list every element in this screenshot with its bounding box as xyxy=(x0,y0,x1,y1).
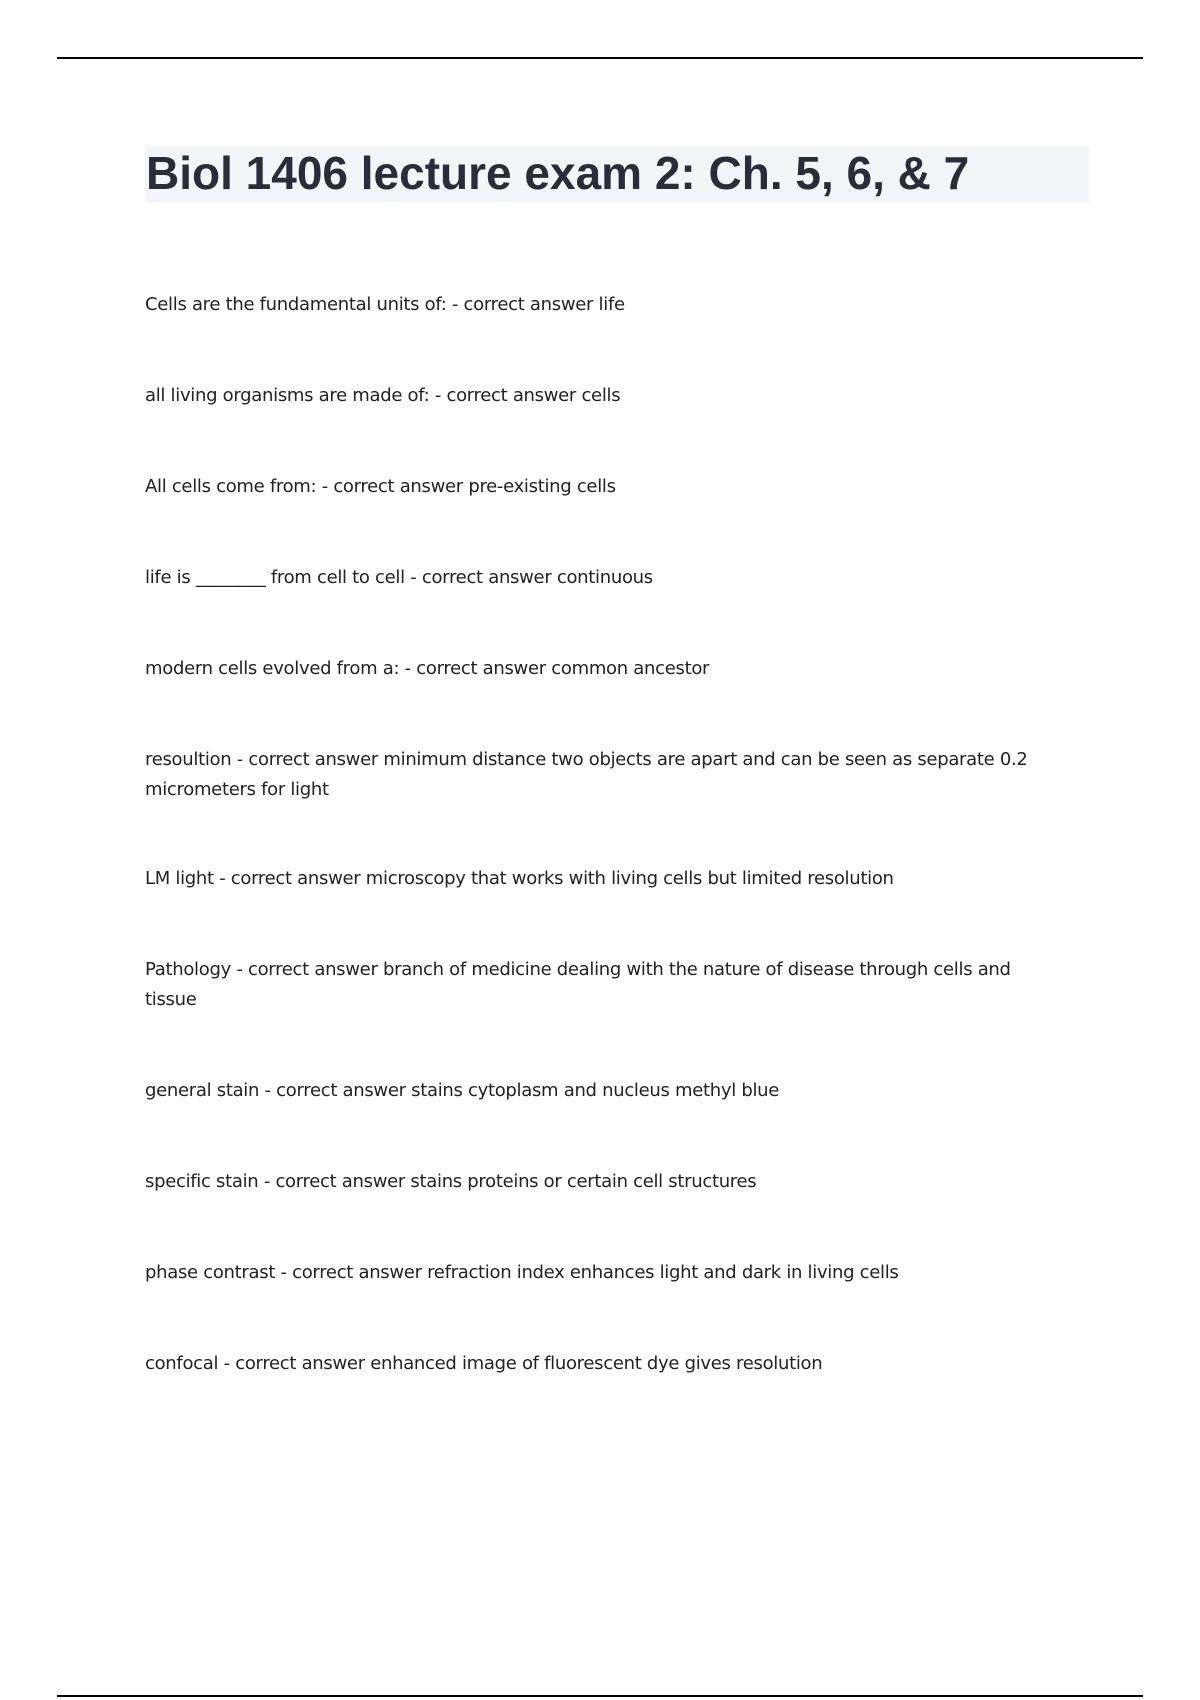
qa-item: confocal - correct answer enhanced image of fluorescent dye gives resolution xyxy=(145,1353,823,1374)
bottom-rule xyxy=(57,1695,1143,1697)
qa-item: modern cells evolved from a: - correct answer common ancestor xyxy=(145,658,710,679)
qa-item: LM light - correct answer microscopy that works with living cells but limited resolution xyxy=(145,868,894,889)
qa-item: all living organisms are made of: - correct answer cells xyxy=(145,385,621,406)
qa-item: phase contrast - correct answer refraction index enhances light and dark in living cells xyxy=(145,1262,899,1283)
qa-item: specific stain - correct answer stains proteins or certain cell structures xyxy=(145,1171,757,1192)
qa-item: Cells are the fundamental units of: - correct answer life xyxy=(145,294,625,315)
qa-item: All cells come from: - correct answer pre-existing cells xyxy=(145,476,616,497)
qa-item: general stain - correct answer stains cytoplasm and nucleus methyl blue xyxy=(145,1080,780,1101)
top-rule xyxy=(57,57,1143,59)
qa-item: life is ________ from cell to cell - correct answer continuous xyxy=(145,567,653,588)
page-title: Biol 1406 lecture exam 2: Ch. 5, 6, & 7 xyxy=(146,147,970,199)
qa-item: resoultion - correct answer minimum distance two objects are apart and can be seen as separate 0.2 micrometers for light xyxy=(145,749,1028,800)
qa-item: Pathology - correct answer branch of medicine dealing with the nature of disease through cells and tissue xyxy=(145,959,1011,1010)
